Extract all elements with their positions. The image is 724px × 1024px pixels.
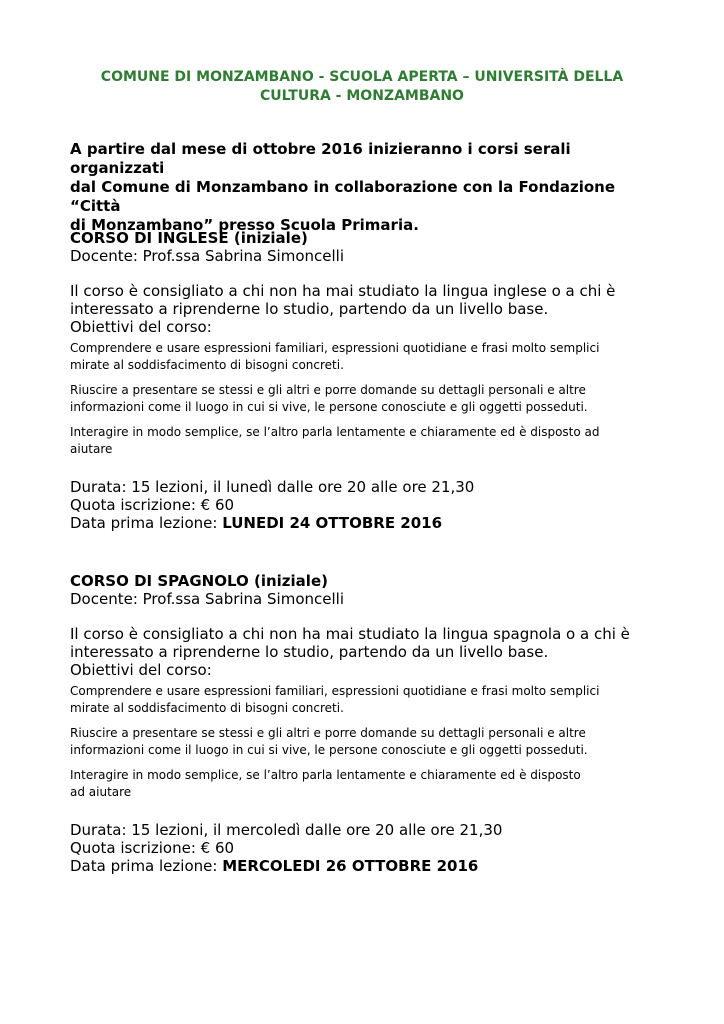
first-lesson-date: MERCOLEDI 26 OTTOBRE 2016 (222, 857, 479, 875)
objective-line: mirate al soddisfacimento di bisogni concreti. (70, 701, 344, 715)
objective-line: ad aiutare (70, 785, 132, 799)
objective-item (70, 424, 654, 458)
description-line: Il corso è consigliato a chi non ha mai studiato la lingua inglese o a chi è (70, 282, 616, 300)
objective-line: aiutare (70, 442, 113, 456)
objective-line: Interagire in modo semplice, se l’altro parla lentamente e chiaramente ed è disposto ad (70, 425, 600, 439)
objective-item (70, 382, 654, 416)
course-description (70, 625, 654, 679)
course-section-english (70, 229, 654, 532)
objective-line: Interagire in modo semplice, se l’altro parla lentamente e chiaramente ed è disposto (70, 768, 581, 782)
intro-paragraph (70, 140, 656, 235)
course-teacher: Docente: Prof.ssa Sabrina Simoncelli (70, 247, 344, 265)
description-line: Il corso è consigliato a chi non ha mai studiato la lingua spagnola o a chi è (70, 625, 630, 643)
first-lesson-label: Data prima lezione: (70, 514, 223, 532)
course-title: CORSO DI INGLESE (iniziale) (70, 229, 308, 247)
objective-line: Comprendere e usare espressioni familiari, espressioni quotidiane e frasi molto semplici (70, 341, 600, 355)
objective-item (70, 767, 654, 801)
objective-line: mirate al soddisfacimento di bisogni concreti. (70, 358, 344, 372)
document-header (70, 68, 654, 106)
first-lesson (70, 857, 654, 875)
course-teacher: Docente: Prof.ssa Sabrina Simoncelli (70, 590, 344, 608)
description-line: interessato a riprenderne lo studio, partendo da un livello base. (70, 643, 549, 661)
intro-line: A partire dal mese di ottobre 2016 inizieranno i corsi serali organizzati (70, 140, 571, 177)
objective-line: Riuscire a presentare se stessi e gli altri e porre domande su dettagli personali e altre (70, 383, 586, 397)
course-duration: Durata: 15 lezioni, il mercoledì dalle ore 20 alle ore 21,30 (70, 821, 503, 839)
objective-line: informazioni come il luogo in cui si vive, le persone conosciute e gli oggetti posseduti. (70, 743, 588, 757)
description-line: interessato a riprenderne lo studio, partendo da un livello base. (70, 300, 549, 318)
first-lesson-date: LUNEDI 24 OTTOBRE 2016 (222, 514, 443, 532)
course-section-spanish (70, 572, 654, 875)
course-fee: Quota iscrizione: € 60 (70, 839, 235, 857)
header-line: COMUNE DI MONZAMBANO - SCUOLA APERTA – UNIVERSITÀ DELLA (100, 69, 624, 85)
course-description (70, 282, 654, 336)
intro-line: dal Comune di Monzambano in collaborazione con la Fondazione “Città (70, 178, 616, 215)
objective-item (70, 725, 654, 759)
objective-line: informazioni come il luogo in cui si vive, le persone conosciute e gli oggetti posseduti. (70, 400, 588, 414)
course-details (70, 478, 654, 532)
header-line: CULTURA - MONZAMBANO (260, 88, 464, 104)
objectives-label: Obiettivi del corso: (70, 661, 212, 679)
objectives-label: Obiettivi del corso: (70, 318, 212, 336)
first-lesson (70, 514, 654, 532)
objective-line: Comprendere e usare espressioni familiari, espressioni quotidiane e frasi molto semplici (70, 684, 600, 698)
intro-line: di Monzambano” presso Scuola Primaria. (70, 216, 419, 234)
course-duration: Durata: 15 lezioni, il lunedì dalle ore 20 alle ore 21,30 (70, 478, 475, 496)
course-details (70, 821, 654, 875)
first-lesson-label: Data prima lezione: (70, 857, 223, 875)
objective-item (70, 340, 654, 374)
objective-line: Riuscire a presentare se stessi e gli altri e porre domande su dettagli personali e altre (70, 726, 586, 740)
course-title: CORSO DI SPAGNOLO (iniziale) (70, 572, 328, 590)
course-fee: Quota iscrizione: € 60 (70, 496, 235, 514)
objective-item (70, 683, 654, 717)
